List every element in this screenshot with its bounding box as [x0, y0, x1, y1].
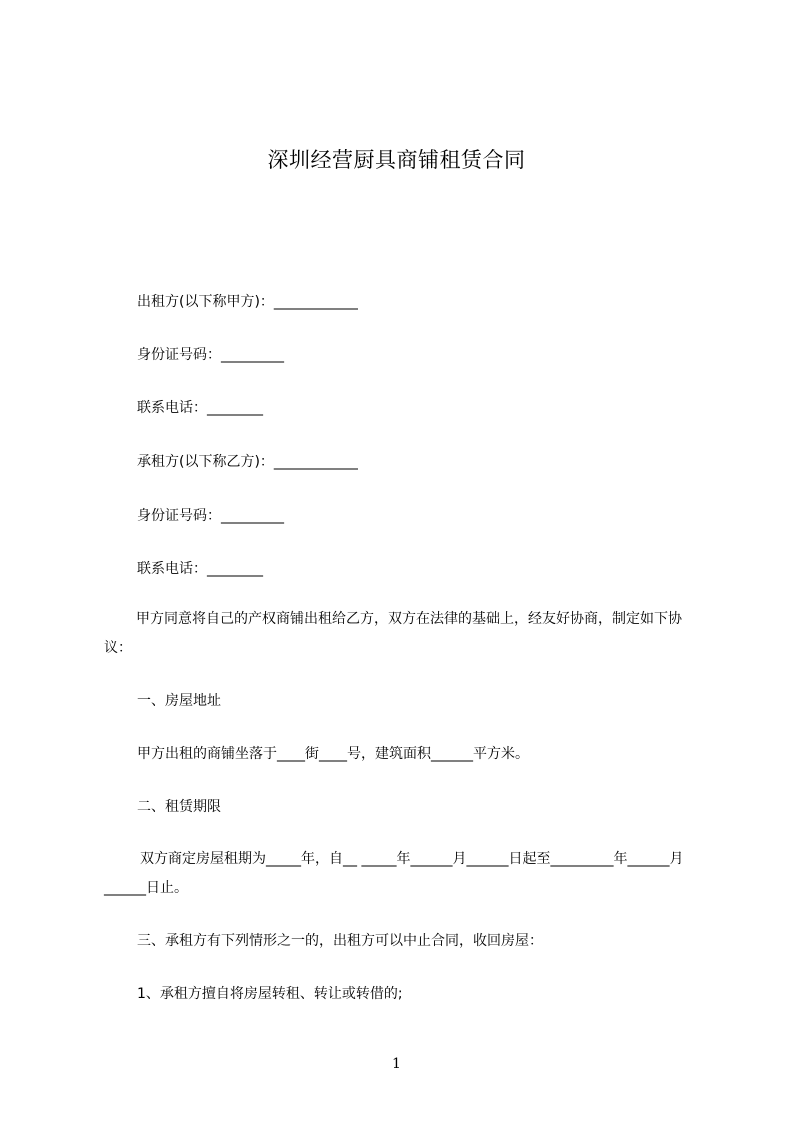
section1-heading: 一、房屋地址 [137, 693, 221, 709]
lessor-id-line: 身份证号码：_________ [137, 347, 284, 363]
section1-body: 甲方出租的商铺坐落于____街____号，建筑面积______平方米。 [137, 746, 529, 762]
document-title: 深圳经营厨具商铺租赁合同 [267, 148, 526, 172]
lessee-id-line: 身份证号码：_________ [137, 508, 284, 524]
page-number: 1 [392, 1056, 401, 1072]
section2-body: 双方商定房屋租期为_____年，自__ _____年______月______日起至_________年______月______日止。 [104, 851, 684, 896]
section3-item1: 1、承租方擅自将房屋转租、转让或转借的; [137, 986, 403, 1002]
lessor-phone-line: 联系电话：________ [137, 400, 263, 416]
agreement-intro-paragraph: 甲方同意将自己的产权商铺出租给乙方，双方在法律的基础上，经友好协商，制定如下协议： [104, 611, 682, 656]
lessee-name-line: 承租方(以下称乙方)：____________ [137, 454, 358, 470]
section3-heading: 三、承租方有下列情形之一的，出租方可以中止合同，收回房屋： [137, 933, 543, 949]
lessor-name-line: 出租方(以下称甲方)：____________ [137, 294, 358, 310]
lessee-phone-line: 联系电话：________ [137, 561, 263, 577]
section2-heading: 二、租赁期限 [137, 799, 221, 815]
